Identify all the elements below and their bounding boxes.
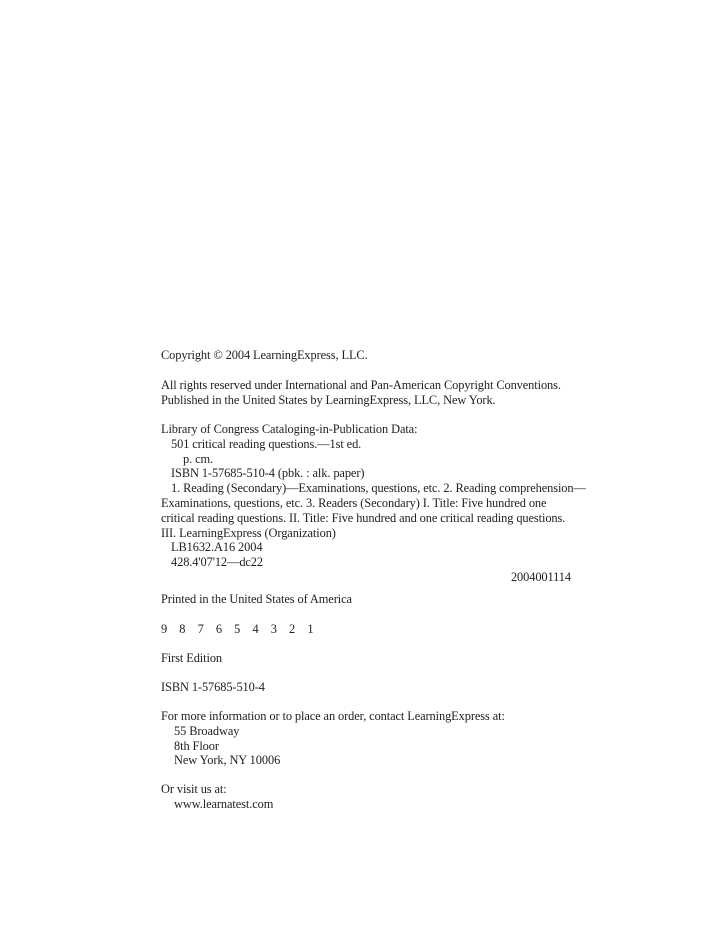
- print-line: 9 8 7 6 5 4 3 2 1: [161, 622, 314, 636]
- copyright-notice: [161, 348, 571, 363]
- visit-url: www.learnatest.com: [174, 796, 274, 811]
- cip-isbn: ISBN 1-57685-510-4 (pbk. : alk. paper): [171, 466, 365, 481]
- cip-subject-line-1: 1. Reading (Secondary)—Examinations, questions, etc. 2. Reading comprehension—: [171, 481, 586, 496]
- isbn-line: ISBN 1-57685-510-4: [161, 680, 265, 694]
- contact-block: [161, 709, 571, 768]
- rights-line-1: All rights reserved under International and Pan-American Copyright Conventions.: [161, 378, 561, 392]
- contact-city: New York, NY 10006: [174, 753, 281, 768]
- cip-subject-line-4: III. LearningExpress (Organization): [161, 525, 336, 540]
- printed-line: Printed in the United States of America: [161, 592, 352, 606]
- cip-pages: p. cm.: [183, 451, 214, 466]
- copyright-line: Copyright © 2004 LearningExpress, LLC.: [161, 348, 368, 362]
- contact-floor: 8th Floor: [174, 738, 219, 753]
- print-line-block: [161, 622, 571, 637]
- contact-intro: For more information or to place an order, contact LearningExpress at:: [161, 709, 505, 723]
- printed-notice: [161, 592, 571, 607]
- rights-line-2: Published in the United States by LearningExpress, LLC, New York.: [161, 392, 496, 407]
- cip-subject-line-3: critical reading questions. II. Title: Five hundred and one critical reading questions.: [161, 510, 566, 525]
- edition-line: First Edition: [161, 651, 223, 665]
- cip-data: [161, 422, 586, 585]
- isbn-block: [161, 680, 571, 695]
- visit-block: [161, 782, 571, 812]
- cip-lccn: 2004001114: [510, 569, 571, 584]
- rights-statement: [161, 378, 571, 408]
- cip-subject-line-2: Examinations, questions, etc. 3. Readers (Secondary) I. Title: Five hundred one: [161, 495, 547, 510]
- edition-block: [161, 651, 571, 666]
- cip-dewey: 428.4'07'12—dc22: [171, 555, 264, 570]
- contact-street: 55 Broadway: [174, 723, 240, 738]
- cip-title: 501 critical reading questions.—1st ed.: [171, 436, 362, 451]
- cip-lc-class: LB1632.A16 2004: [171, 540, 263, 555]
- cip-heading: Library of Congress Cataloging-in-Publication Data:: [161, 422, 418, 436]
- visit-intro: Or visit us at:: [161, 782, 227, 796]
